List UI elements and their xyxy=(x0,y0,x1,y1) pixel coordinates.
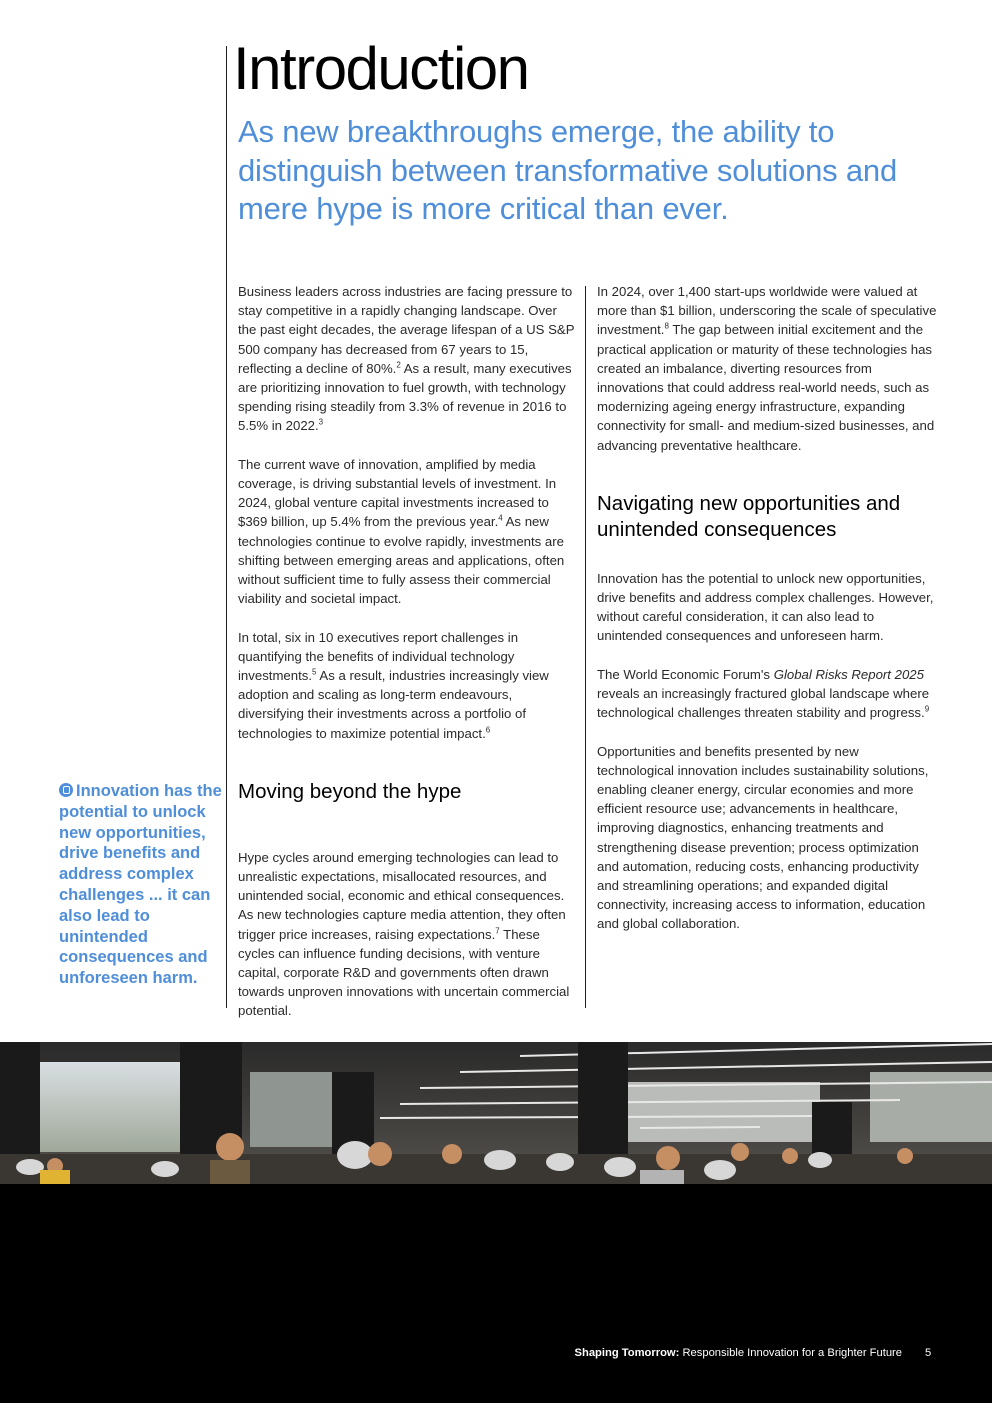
section-heading-opportunities: Navigating new opportunities and unintended consequences xyxy=(597,491,901,541)
right-paragraph-3: The World Economic Forum's Global Risks Report 2025 reveals an increasingly fractured global landscape where technological challenges threaten stability and progress.$^9$ xyxy=(597,666,930,721)
section-heading-hype: Moving beyond the hype xyxy=(238,779,462,803)
footnote-ref: 6 xyxy=(485,725,491,735)
column-divider-line xyxy=(585,286,586,1008)
quote-icon xyxy=(59,783,73,797)
footer-report-title: Shaping Tomorrow: Responsible Innovation for a Brighter Future xyxy=(574,1347,902,1359)
office-workspace-photo xyxy=(0,1042,992,1184)
right-paragraph-2: Innovation has the potential to unlock new opportunities, drive benefits and address complex challenges. However, without careful consideration, it can also lead to unintended consequences and unforeseen harm. xyxy=(597,570,934,644)
pull-quote xyxy=(59,781,224,989)
photo-illustration xyxy=(0,1042,992,1184)
report-title: Global Risks Report 2025 xyxy=(773,666,924,682)
footnote-ref: 9 xyxy=(924,704,930,714)
page-subtitle: As new breakthroughs emerge, the ability to distinguish between transformative solutions and mere hype is more critical than ever. xyxy=(238,114,898,226)
left-paragraph-4: Hype cycles around emerging technologies can lead to unrealistic expectations, misallocated resources, and unintended social, economic and ethical consequences. As new technologies capture media attention, they often trigger price increases, raising expectations.$^7$ These cycles can influence funding decisions, with venture capital, corporate R&D and governments often drawn towards unproven innovations with uncertain commercial potential. xyxy=(238,849,570,1019)
footer-band xyxy=(0,1184,992,1403)
left-divider-line xyxy=(226,46,227,1008)
right-column xyxy=(597,282,937,934)
footnote-ref: 3 xyxy=(318,418,324,428)
right-paragraph-4: Opportunities and benefits presented by new technological innovation includes sustainability solutions, enabling cleaner energy, circular economies and more efficient resource use; advancements in healthcare, improving diagnostics, enhancing treatments and strengthening disease prevention; process optimization and automation, reducing costs, enhancing productivity and streamlining operations; and expanded digital connectivity, increasing access to information, education and global collaboration. xyxy=(597,743,929,932)
pull-quote-text: Innovation has the potential to unlock new opportunities, drive benefits and address complex challenges ... it can also lead to unintended consequences and unforeseen harm. xyxy=(59,782,222,988)
left-column xyxy=(238,282,578,1021)
footnote-ref: 5 xyxy=(312,667,317,677)
footnote-ref: 2 xyxy=(396,360,401,370)
left-paragraph-1: Business leaders across industries are facing pressure to stay competitive in a rapidly changing landscape. Over the past eight decades, the average lifespan of a US S&P 500 company has decreased from 67 years to 15, reflecting a decline of 80%.$^2$ As a result, many executives are prioritizing innovation to fuel growth, with technology spending rising steadily from 3.3% of revenue in 2016 to 5.5% in 2022.$^3$ xyxy=(238,284,575,434)
footnote-ref: 8 xyxy=(664,322,669,332)
page-number: 5 xyxy=(925,1347,932,1359)
left-paragraph-3: In total, six in 10 executives report challenges in quantifying the benefits of individual technology investments.$^5$ As a result, industries increasingly view adoption and scaling as long-term endeavours, diversifying their investments across a portfolio of technologies to maximize potential impact.$^6$ xyxy=(238,629,549,741)
right-paragraph-1: In 2024, over 1,400 start-ups worldwide were valued at more than $1 billion, underscoring the scale of speculative investment.$^8$ The gap between initial excitement and the practical application or maturity of these technologies has created an imbalance, diverting resources from innovations that could address real-world needs, such as modernizing ageing energy infrastructure, expanding connectivity for small- and medium-sized businesses, and advancing preventative healthcare. xyxy=(597,284,937,453)
left-paragraph-2: The current wave of innovation, amplified by media coverage, is driving substantial levels of investment. In 2024, global venture capital investments increased to $369 billion, up 5.4% from the previous year.$^4$ As new technologies continue to evolve rapidly, investments are shifting between emerging areas and applications, often without sufficient time to fully assess their commercial viability and societal impact. xyxy=(238,456,565,607)
footnote-ref: 7 xyxy=(495,926,500,936)
page-title: Introduction xyxy=(233,35,529,102)
footnote-ref: 4 xyxy=(498,514,503,524)
